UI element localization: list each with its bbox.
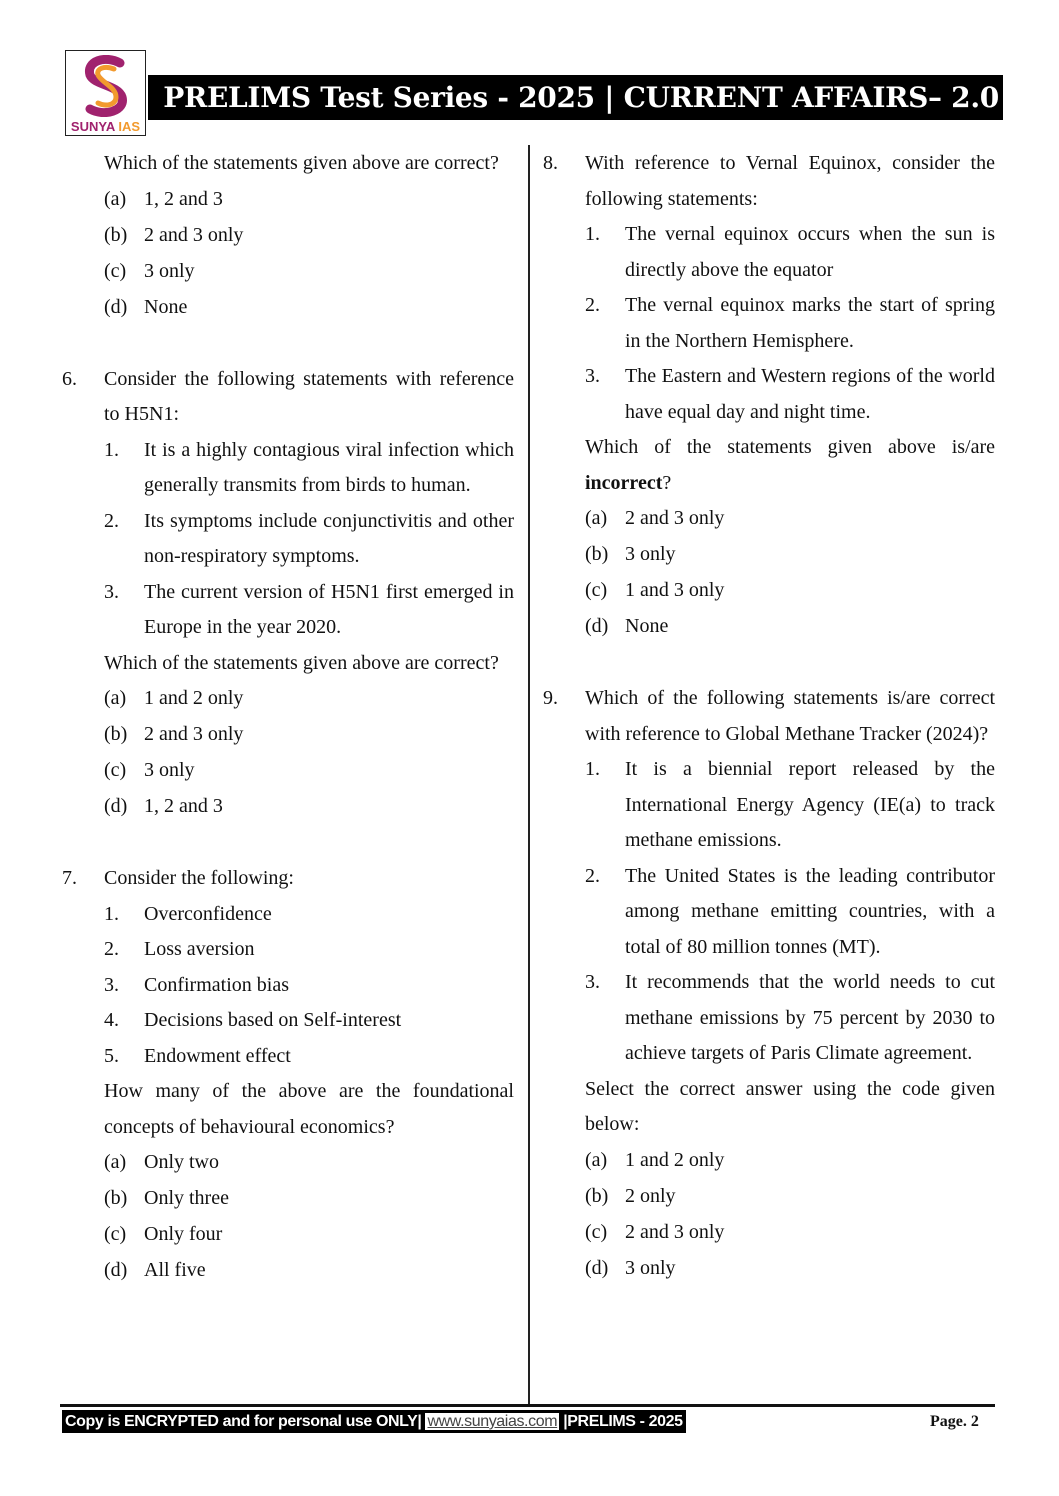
- question-prompt: Select the correct answer using the code given below:: [585, 1077, 995, 1135]
- answer-option-text: 3 only: [144, 759, 195, 781]
- answer-option-label: (c): [585, 1220, 608, 1243]
- question-number: 6.: [62, 367, 77, 390]
- answer-option-text: 3 only: [625, 543, 676, 565]
- statement-item-label: 1.: [585, 758, 600, 780]
- question-number: 8.: [543, 152, 558, 174]
- statement-item: [585, 217, 995, 288]
- statement-item-text: The United States is the leading contributor among methane emitting countries, with a total of 80 million tonnes (MT).: [625, 864, 995, 958]
- answer-option[interactable]: [585, 609, 995, 645]
- answer-option-text: 3 only: [144, 259, 195, 282]
- header-title: PRELIMS Test Series - 2025 | CURRENT AFFAIRS– 2.0: [148, 75, 1003, 120]
- question-prompt: Which of the statements given above are correct?: [104, 152, 499, 174]
- answer-option[interactable]: [585, 537, 995, 573]
- statement-item-label: 4.: [104, 1009, 119, 1031]
- statement-item: [104, 575, 514, 646]
- answer-option[interactable]: [585, 1179, 995, 1215]
- answer-option-label: (d): [104, 1259, 128, 1281]
- statement-item-label: 2.: [104, 509, 119, 532]
- question-6: [62, 362, 514, 826]
- question-stem: Consider the following statements with reference to H5N1:: [104, 367, 514, 425]
- statement-item-text: It is a biennial report released by the International Energy Agency (IE(a) to track methane emissions.: [625, 758, 995, 851]
- statement-item: [585, 359, 995, 430]
- answer-option[interactable]: [585, 1251, 995, 1287]
- question-number: 7.: [62, 867, 77, 889]
- answer-option-label: (b): [104, 723, 128, 745]
- statement-item-text: It is a highly contagious viral infection which generally transmits from birds to human.: [144, 438, 514, 496]
- question-prompt: How many of the above are the foundational concepts of behavioural economics?: [104, 1080, 514, 1138]
- answer-option[interactable]: [104, 218, 514, 254]
- statement-item-text: Endowment effect: [144, 1044, 291, 1067]
- answer-option[interactable]: [104, 753, 514, 789]
- answer-option[interactable]: [104, 1145, 514, 1181]
- statement-item-label: 2.: [585, 864, 600, 887]
- answer-option[interactable]: [585, 1143, 995, 1179]
- statement-item-text: Confirmation bias: [144, 973, 289, 996]
- sunya-ias-logo: [65, 50, 146, 136]
- statement-item: [104, 932, 514, 968]
- statement-item-label: 5.: [104, 1044, 119, 1067]
- statement-item-text: The vernal equinox occurs when the sun is directly above the equator: [625, 223, 995, 281]
- statement-item-label: 3.: [585, 365, 600, 387]
- statement-item-label: 3.: [585, 971, 600, 993]
- answer-option-text: None: [625, 615, 669, 637]
- question-prompt: Which of the statements given above are correct?: [104, 651, 499, 674]
- statement-item: [104, 504, 514, 575]
- answer-option-label: (a): [104, 687, 127, 709]
- answer-option-label: (c): [104, 1223, 127, 1245]
- answer-option-label: (c): [585, 579, 608, 601]
- answer-option-label: (b): [104, 1187, 128, 1209]
- footer-banner: [62, 1410, 686, 1433]
- answer-option[interactable]: [104, 182, 514, 218]
- logo-s-icon: [80, 55, 132, 117]
- answer-option-label: (a): [585, 507, 608, 529]
- answer-option[interactable]: [104, 681, 514, 717]
- answer-option-text: 2 and 3 only: [625, 507, 725, 529]
- answer-option-text: 1, 2 and 3: [144, 187, 223, 210]
- statement-item-text: The vernal equinox marks the start of spring in the Northern Hemisphere.: [625, 294, 995, 352]
- statement-item-text: It recommends that the world needs to cut methane emissions by 75 percent by 2030 to achieve targets of Paris Climate agreement.: [625, 971, 995, 1064]
- answer-option[interactable]: [585, 573, 995, 609]
- statement-item: [104, 968, 514, 1004]
- question-7: [62, 861, 514, 1289]
- answer-option[interactable]: [104, 1181, 514, 1217]
- question-stem: Consider the following:: [104, 867, 294, 889]
- footer-notice: Copy is ENCRYPTED and for personal use ONLY|: [65, 1413, 422, 1430]
- footer-rule: [60, 1404, 995, 1407]
- statement-item-label: 3.: [104, 580, 119, 603]
- statement-item-label: 2.: [104, 938, 119, 960]
- answer-option[interactable]: [104, 254, 514, 290]
- answer-option[interactable]: [104, 717, 514, 753]
- answer-option[interactable]: [104, 789, 514, 825]
- answer-option-label: (b): [104, 223, 128, 246]
- answer-option-label: (b): [585, 543, 609, 565]
- answer-option-label: (c): [104, 259, 127, 282]
- footer-series: |PRELIMS - 2025: [563, 1413, 683, 1430]
- statement-item: [104, 1003, 514, 1039]
- statement-item-text: The Eastern and Western regions of the world have equal day and night time.: [625, 365, 995, 423]
- statement-item: [585, 752, 995, 859]
- answer-option[interactable]: [585, 501, 995, 537]
- website-link[interactable]: www.sunyaias.com: [427, 1413, 558, 1430]
- statement-item: [104, 1039, 514, 1075]
- answer-option-text: All five: [144, 1259, 206, 1281]
- answer-option[interactable]: [104, 1253, 514, 1289]
- prompt-emphasis: incorrect: [585, 471, 663, 494]
- answer-option-text: None: [144, 295, 188, 318]
- logo-text: SUNYA IAS: [70, 119, 141, 134]
- answer-option-text: Only four: [144, 1223, 223, 1245]
- statement-item-label: 1.: [104, 902, 119, 925]
- answer-option-label: (a): [585, 1148, 608, 1171]
- answer-option[interactable]: [104, 1217, 514, 1253]
- statement-item: [104, 433, 514, 504]
- answer-option-text: 2 and 3 only: [625, 1220, 725, 1243]
- question-stem: With reference to Vernal Equinox, consider the following statements:: [585, 152, 995, 210]
- answer-option-label: (c): [104, 759, 127, 781]
- answer-option-text: 2 and 3 only: [144, 223, 244, 246]
- answer-option-label: (b): [585, 1184, 609, 1207]
- statement-item-text: Its symptoms include conjunctivitis and other non-respiratory symptoms.: [144, 509, 514, 567]
- page-number: Page. 2: [930, 1413, 979, 1430]
- statement-item-label: 1.: [104, 438, 119, 461]
- answer-option-text: 2 only: [625, 1184, 676, 1207]
- answer-option-text: 3 only: [625, 1256, 676, 1279]
- answer-option-label: (d): [585, 1256, 609, 1279]
- answer-option-text: Only two: [144, 1151, 219, 1173]
- right-column: [543, 146, 995, 1323]
- answer-option-label: (a): [104, 1151, 127, 1173]
- column-divider: [528, 145, 530, 1407]
- answer-option-label: (d): [585, 615, 609, 637]
- answer-option-text: Only three: [144, 1187, 229, 1209]
- prompt-text: Which of the statements given above is/are: [585, 436, 995, 458]
- answer-option-label: (a): [104, 187, 127, 210]
- answer-option-text: 1 and 2 only: [625, 1148, 725, 1171]
- answer-option-label: (d): [104, 795, 128, 817]
- statement-item: [104, 897, 514, 933]
- question-9: [543, 681, 995, 1287]
- answer-option-text: 1 and 2 only: [144, 687, 244, 709]
- statement-item: [585, 288, 995, 359]
- prompt-mark: ?: [662, 471, 672, 494]
- question-prompt: [585, 430, 995, 501]
- statement-item: [585, 859, 995, 966]
- statement-item-label: 1.: [585, 223, 600, 245]
- answer-option-text: 1, 2 and 3: [144, 795, 223, 817]
- question-number: 9.: [543, 687, 558, 709]
- statement-item-label: 3.: [104, 973, 119, 996]
- left-column: [62, 146, 514, 1325]
- answer-option-label: (d): [104, 295, 128, 318]
- statement-item: [585, 965, 995, 1072]
- statement-item-text: Decisions based on Self-interest: [144, 1009, 402, 1031]
- question-8: [543, 146, 995, 645]
- question-5-continued: [62, 146, 514, 326]
- statement-item-label: 2.: [585, 294, 600, 316]
- answer-option-text: 2 and 3 only: [144, 723, 244, 745]
- statement-item-text: Overconfidence: [144, 902, 272, 925]
- answer-option-text: 1 and 3 only: [625, 579, 725, 601]
- statement-item-text: The current version of H5N1 first emerged in Europe in the year 2020.: [144, 580, 514, 638]
- answer-option[interactable]: [104, 290, 514, 326]
- answer-option[interactable]: [585, 1215, 995, 1251]
- statement-item-text: Loss aversion: [144, 938, 255, 960]
- question-stem: Which of the following statements is/are correct with reference to Global Methane Tracker (2024)?: [585, 687, 995, 745]
